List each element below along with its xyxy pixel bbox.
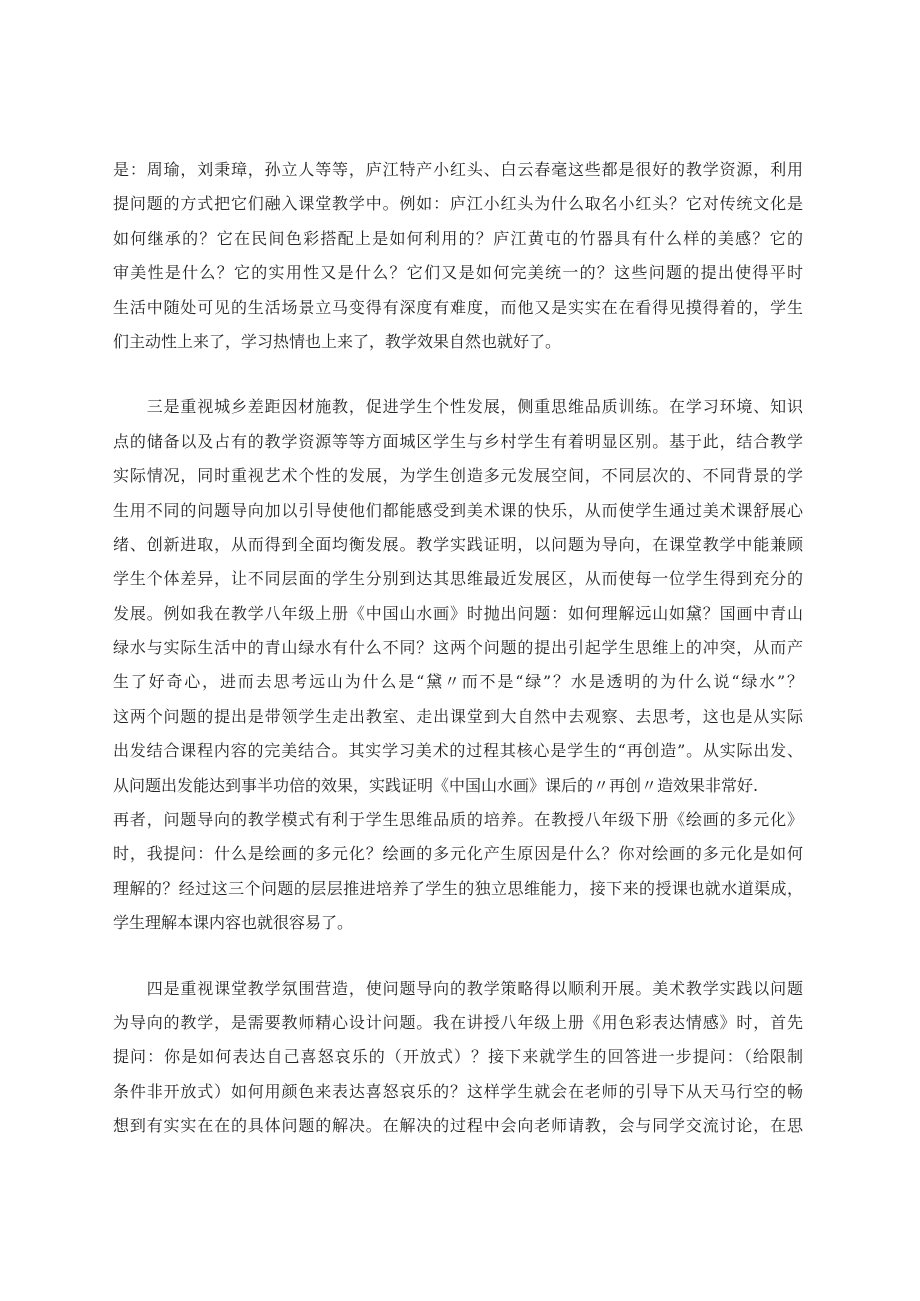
text-line: 绿水与实际生活中的青山绿水有什么不同？这两个问题的提出引起学生思维上的冲突，从而产 [113, 638, 803, 658]
text-line: 提问：你是如何表达自己喜怒哀乐的（开放式）？接下来就学生的回答进一步提问：（给限制 [113, 1047, 803, 1067]
text-line: 如何继承的？它在民间色彩搭配上是如何利用的？庐江黄屯的竹器具有什么样的美感？它的 [113, 228, 803, 248]
text-line: 发展。例如我在教学八年级上册《中国山水画》时抛出问题：如何理解远山如黛？国画中青山 [113, 603, 803, 623]
paragraph-spacer [113, 359, 803, 390]
text-line: 是：周瑜，刘秉璋，孙立人等等，庐江特产小红头、白云春毫这些都是很好的教学资源，利用 [113, 160, 803, 179]
paragraph-local-resources [113, 153, 803, 359]
text-line: 生了好奇心，进而去思考远山为什么是“黛〃而不是“绿”？水是透明的为什么说“绿水”？ [113, 672, 803, 692]
paragraph-point-three [113, 390, 803, 940]
text-line: 点的储备以及占有的教学资源等等方面城区学生与乡村学生有着明显区别。基于此，结合教学 [113, 431, 803, 451]
text-line: 从问题出发能达到事半功倍的效果，实践证明《中国山水画》课后的〃再创〃造效果非常好. [113, 775, 759, 795]
text-line: 学生理解本课内容也就很容易了。 [113, 913, 354, 933]
text-line: 实际情况，同时重视艺术个性的发展，为学生创造多元发展空间，不同层次的、不同背景的学 [113, 466, 803, 486]
text-line: 三是重视城乡差距因材施教，促进学生个性发展，侧重思维品质训练。在学习环境、知识 [113, 397, 803, 417]
text-line: 再者，问题导向的教学模式有利于学生思维品质的培养。在教授八年级下册《绘画的多元化》 [113, 810, 803, 830]
text-line: 学生个体差异，让不同层面的学生分别到达其思维最近发展区，从而使每一位学生得到充分的 [113, 569, 803, 589]
text-line: 条件非开放式）如何用颜色来表达喜怒哀乐的？这样学生就会在老师的引导下从天马行空的畅 [113, 1081, 803, 1101]
text-line: 提问题的方式把它们融入课堂教学中。例如：庐江小红头为什么取名小红头？它对传统文化是 [113, 194, 803, 214]
text-line: 生用不同的问题导向加以引导使他们都能感受到美术课的快乐，从而使学生通过美术课舒展心 [113, 500, 803, 520]
paragraph-point-four [113, 972, 803, 1144]
paragraph-spacer [113, 941, 803, 972]
text-line: 们主动性上来了，学习热情也上来了，教学效果自然也就好了。 [113, 331, 562, 351]
text-line: 四是重视课堂教学氛围营造，使问题导向的教学策略得以顺利开展。美术教学实践以问题 [113, 978, 803, 998]
text-line: 绪、创新进取，从而得到全面均衡发展。教学实践证明，以问题为导向，在课堂教学中能兼顾 [113, 534, 803, 554]
text-line: 时，我提问：什么是绘画的多元化？绘画的多元化产生原因是什么？你对绘画的多元化是如何 [113, 844, 803, 864]
text-line: 为导向的教学，是需要教师精心设计问题。我在讲授八年级上册《用色彩表达情感》时，首先 [113, 1012, 803, 1032]
text-line: 生活中随处可见的生活场景立马变得有深度有难度，而他又是实实在在看得见摸得着的，学生 [113, 297, 803, 317]
text-line: 想到有实实在在的具体问题的解决。在解决的过程中会向老师请教，会与同学交流讨论，在思 [113, 1116, 803, 1136]
text-line: 这两个问题的提出是带领学生走出教室、走出课堂到大自然中去观察、去思考，这也是从实际 [113, 706, 803, 726]
text-line: 审美性是什么？它的实用性又是什么？它们又是如何完美统一的？这些问题的提出使得平时 [113, 263, 803, 283]
text-line: 理解的？经过这三个问题的层层推进培养了学生的独立思维能力，接下来的授课也就水道渠成， [113, 878, 803, 898]
text-line: 出发结合课程内容的完美结合。其实学习美术的过程其核心是学生的“再创造”。从实际出发、 [113, 741, 803, 761]
document-body [113, 153, 803, 1144]
